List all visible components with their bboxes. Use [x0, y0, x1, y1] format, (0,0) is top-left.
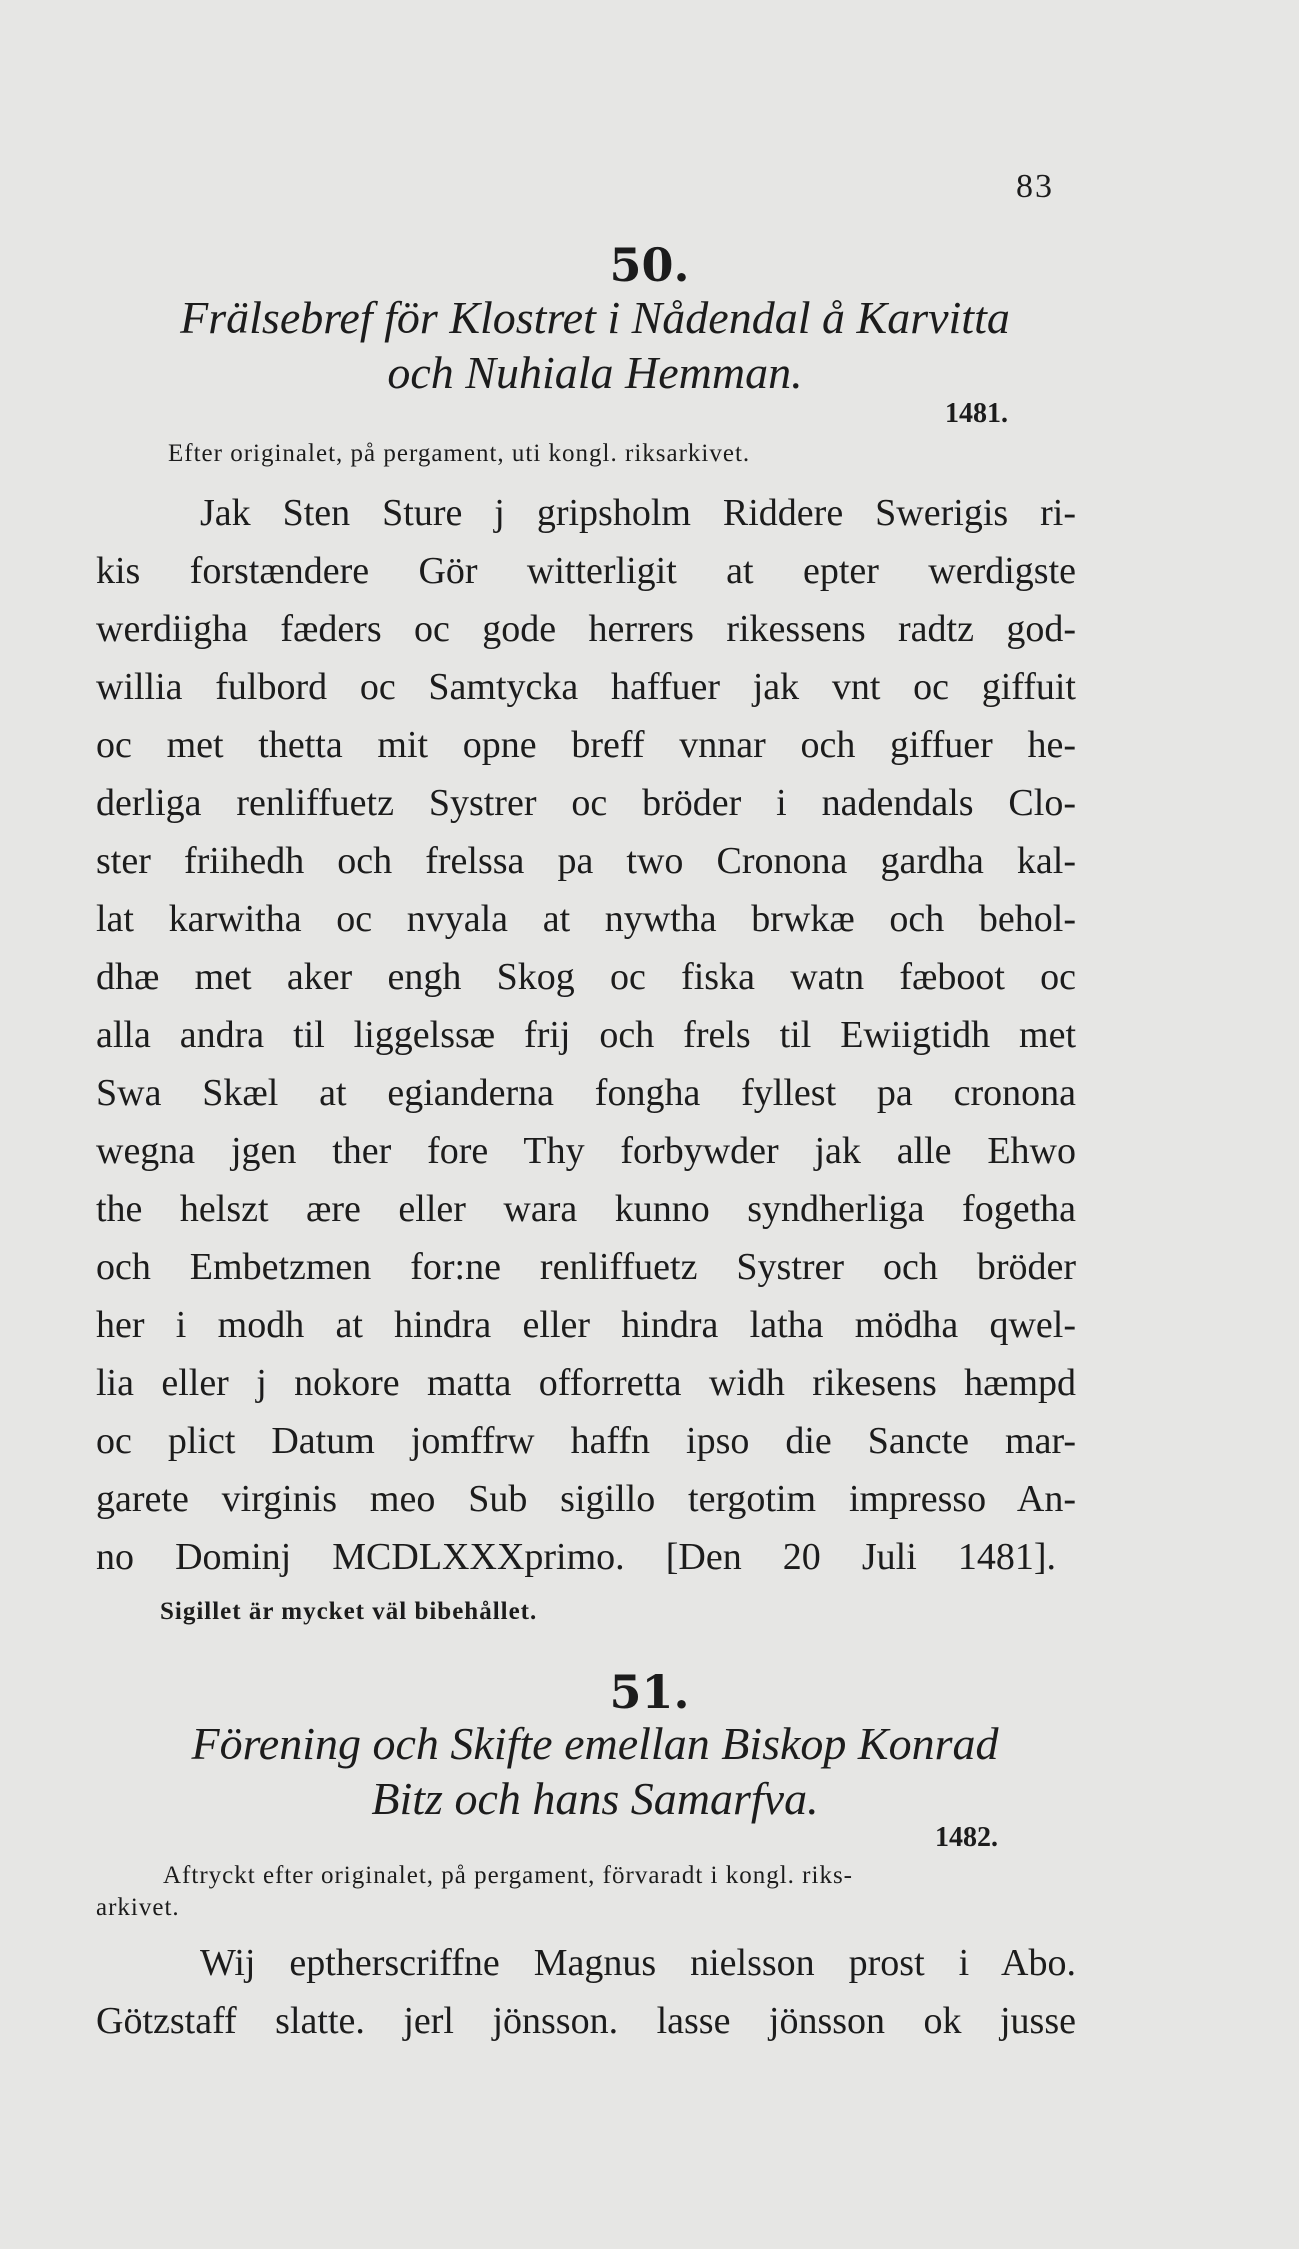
document-year-51: 1482.: [935, 1822, 998, 1853]
source-note-51-line-1: Aftryckt efter originalet, på pergament, förvaradt i kongl. riks-: [163, 1862, 854, 1889]
body-line: werdiigha fæders oc gode herrers rikessens radtz god-: [96, 608, 1076, 650]
seal-note-50: Sigillet är mycket väl bibehållet.: [160, 1598, 538, 1625]
body-line: Swa Skæl at egianderna fongha fyllest pa cronona: [96, 1072, 1076, 1114]
body-line: Götzstaff slatte. jerl jönsson. lasse jönsson ok jusse: [96, 2000, 1076, 2042]
body-line: lat karwitha oc nvyala at nywtha brwkæ och behol-: [96, 898, 1076, 940]
body-line: garete virginis meo Sub sigillo tergotim impresso An-: [96, 1478, 1076, 1520]
body-line: Jak Sten Sture j gripsholm Riddere Swerigis ri-: [200, 492, 1076, 534]
body-line: Wij eptherscriffne Magnus nielsson prost i Abo.: [200, 1942, 1076, 1984]
document-title-51-line-2: Bitz och hans Samarfva.: [371, 1773, 819, 1824]
body-line: ster friihedh och frelssa pa two Cronona gardha kal-: [96, 840, 1076, 882]
body-line: och Embetzmen for:ne renliffuetz Systrer och bröder: [96, 1246, 1076, 1288]
body-line: dhæ met aker engh Skog oc fiska watn fæboot oc: [96, 956, 1076, 998]
body-line: the helszt ære eller wara kunno syndherliga fogetha: [96, 1188, 1076, 1230]
body-line: willia fulbord oc Samtycka haffuer jak vnt oc giffuit: [96, 666, 1076, 708]
document-title-51-line-1: Förening och Skifte emellan Biskop Konrad: [191, 1718, 999, 1769]
document-year-50: 1481.: [945, 398, 1008, 429]
body-line: oc met thetta mit opne breff vnnar och giffuer he-: [96, 724, 1076, 766]
document-number-51: 51.: [609, 1665, 690, 1719]
body-line: oc plict Datum jomffrw haffn ipso die Sancte mar-: [96, 1420, 1076, 1462]
body-line: wegna jgen ther fore Thy forbywder jak alle Ehwo: [96, 1130, 1076, 1172]
body-line: lia eller j nokore matta offorretta widh rikesens hæmpd: [96, 1362, 1076, 1404]
document-title-50-line-2: och Nuhiala Hemman.: [387, 347, 803, 398]
source-note-50: Efter originalet, på pergament, uti kongl. riksarkivet.: [168, 440, 751, 467]
body-line: kis forstændere Gör witterligit at epter werdigste: [96, 550, 1076, 592]
body-line: no Dominj MCDLXXXprimo. [Den 20 Juli 1481].: [96, 1536, 1056, 1578]
source-note-51-line-2: arkivet.: [96, 1894, 180, 1921]
document-title-50-line-1: Frälsebref för Klostret i Nådendal å Karvitta: [180, 292, 1010, 343]
page-number: 83: [1016, 168, 1054, 205]
body-line: alla andra til liggelssæ frij och frels til Ewiigtidh met: [96, 1014, 1076, 1056]
document-number-50: 50.: [609, 238, 690, 292]
body-line: derliga renliffuetz Systrer oc bröder i nadendals Clo-: [96, 782, 1076, 824]
body-line: her i modh at hindra eller hindra latha mödha qwel-: [96, 1304, 1076, 1346]
